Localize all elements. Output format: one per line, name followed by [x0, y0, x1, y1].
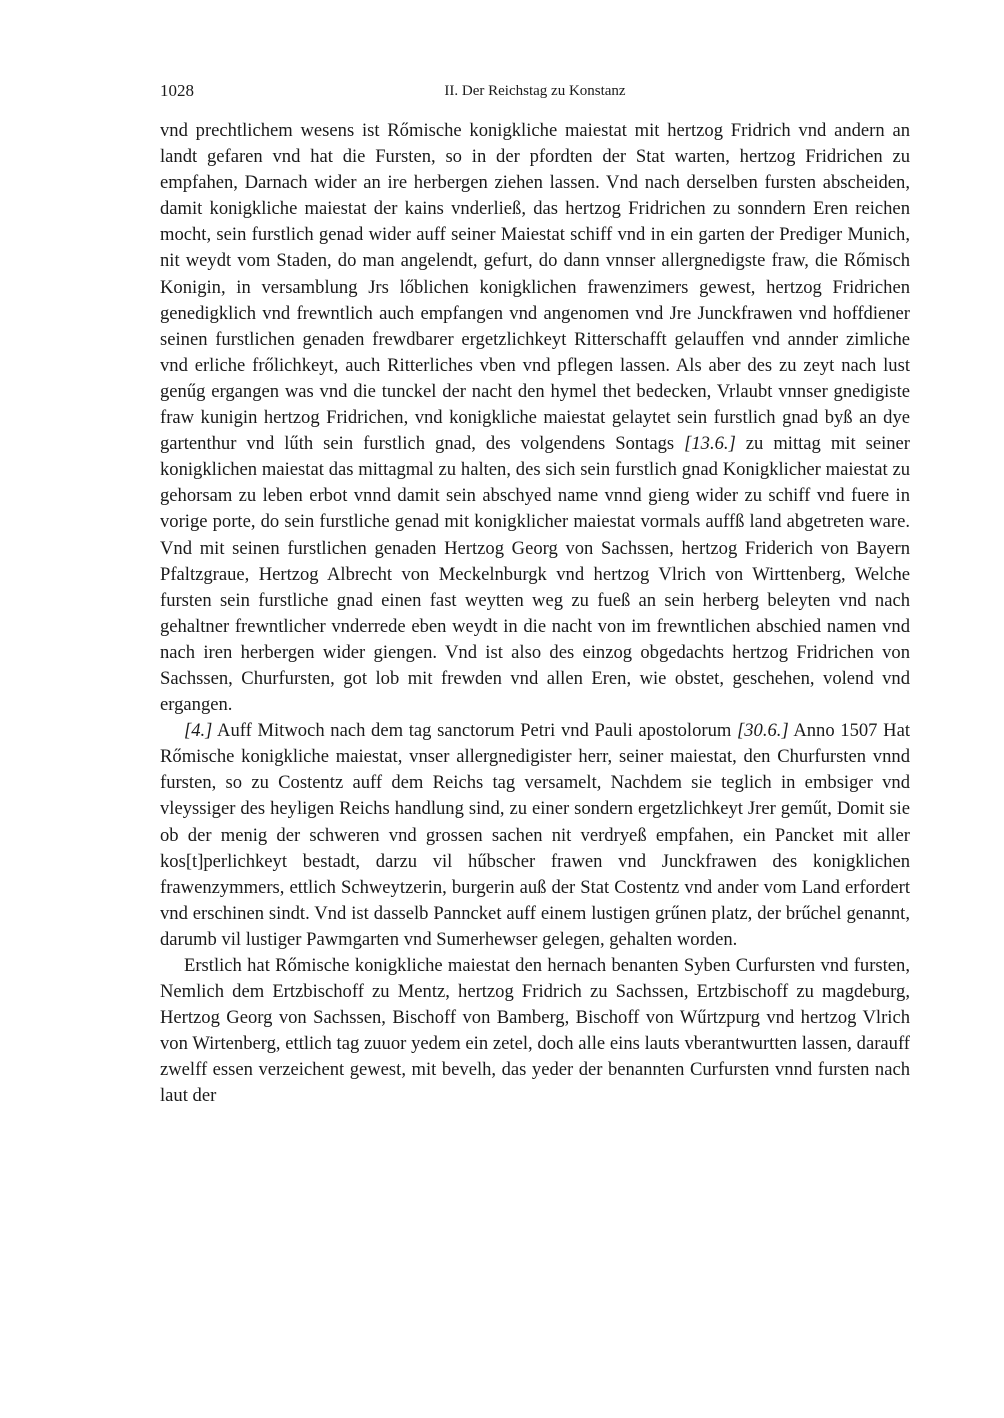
- paragraph-1: [160, 118, 910, 718]
- page-number: 1028: [160, 81, 194, 100]
- text-segment: zu mittag mit seiner konigklichen maiestat das mittagmal zu halten, des sich sein furstlich gnad Konigklicher maiestat zu gehorsam zu leben erbot vnnd damit sein abschyed name vnnd gieng wider zu schiff vnd fuere in vorige porte, do sein furstliche genad mit konigklicher maiestat vormals auffß land abgetreten ware. Vnd mit seinen furstlichen genaden Hertzog Georg von Sachssen, hertzog Friderich von Bayern Pfaltzgraue, Hertzog Albrecht von Meckelnburgk vnd hertzog Vlrich von Wirttenberg, Welche fursten sein furstliche gnad einen fast weytten weg zu fueß an sein herberg beleyten vnd nach gehaltner frewntlicher vnderrede eben weydt in die nacht von im frewntlichen abschied namen vnd nach iren herbergen wider giengen. Vnd ist also des einzog obgedachts hertzog Fridrichen von Sachssen, Churfursten, got lob mit frewden vnd allen Eren, wie obstet, geschehen, volend vnd ergangen.: [160, 433, 910, 716]
- text-segment: Anno 1507 Hat Rőmische konigkliche maiestat, vnser allergnedigister herr, seiner maiestat, den Churfursten vnnd fursten, so zu Costentz auff dem Reichs tag versamelt, Nachdem sie teglich in embsiger vnd vleyssiger des heyligen Reichs handlung sind, zu einer sondern ergetzlichkeyt Jrer geműt, Domit sie ob der menig der schweren vnd grossen sachen nit verdryeß empfahen, ein Pancket mit aller kos[t]perlichkeyt bestadt, darzu vil hűbscher frawen vnd Junckfrawen des konigklichen frawenzymmers, ettlich Schweytzerin, burgerin auß der Stat Costentz vnd ander vom Land erfordert vnd erschinen sindt. Vnd ist dasselb Panncket auff einem lustigen grűnen platz, der brűchel genannt, darumb vil lustiger Pawmgarten vnd Sumerhewser gelegen, gehalten worden.: [160, 720, 910, 950]
- date-note: [30.6.]: [737, 720, 789, 742]
- running-title: II. Der Reichstag zu Konstanz: [444, 83, 626, 99]
- paragraph-3: [160, 953, 910, 1110]
- text-segment: Auff Mitwoch nach dem tag sanctorum Petri vnd Pauli apostolorum: [212, 720, 738, 742]
- document-page: [160, 80, 910, 1110]
- paragraph-2: [160, 718, 910, 953]
- text-segment: vnd prechtlichem wesens ist Rőmische konigkliche maiestat mit hertzog Fridrich vnd andern an landt gefaren vnd hat die Fursten, so in der pfordten der Stat warten, hertzog Fridrichen zu empfahen, Darnach wider an ire herbergen ziehen lassen. Vnd nach derselben fursten abscheiden, damit konigkliche maiestat der kains vnderließ, das hertzog Fridrichen zu sonndern Eren reichen mocht, sein furstlich genad wider auff seiner Maiestat schiff vnd in ein garten der Prediger Munich, nit weydt vom Staden, do man angelendt, gefurt, do dann vnnser allergnedigste fraw, die Rőmisch Konigin, in versamblung Jrs lőblichen konigklichen frawenzimers gewest, hertzog Fridrichen genedigklich vnd frewntlich auch empfangen vnd angenomen vnd Jre Junckfrawen vnd hoffdiener seinen furstlichen genaden frewdbarer ergetzlichkeyt Ritterschafft gelauffen vnd annder zimliche vnd erliche frőlichkeyt, auch Ritterliches vben vnd pflegen lassen. Als aber des zu zeyt nach lust genűg ergangen was vnd die tunckel der nacht den hymel thet bedecken, Vrlaubt vnnser gnedigiste fraw kunigin hertzog Fridrichen, vnd konigkliche maiestat gelaytet sein furstlich gnad byß an dye gartenthur vnd lűth sein furstlich gnad, des volgendens Sontags: [160, 120, 910, 455]
- date-note: [13.6.]: [684, 433, 736, 455]
- text-segment: Erstlich hat Rőmische konigkliche maiestat den hernach benanten Syben Curfursten vnd fursten, Nemlich dem Ertzbischoff zu Mentz, hertzog Fridrich zu Sachssen, Ertzbischoff zu magdeburg, Hertzog Georg von Sachssen, Bischoff von Bamberg, Bischoff von Wűrtzpurg vnd hertzog Vlrich von Wirtenberg, ettlich tag zuuor yedem ein zetel, doch alle eins lauts vberantwurtten lassen, darauff zwelff essen verzeichent gewest, mit bevelh, das yeder der benannten Curfursten vnnd fursten nach laut der: [160, 955, 910, 1107]
- section-number: [4.]: [184, 720, 213, 742]
- running-header: [160, 80, 910, 110]
- body-text: [160, 118, 910, 1110]
